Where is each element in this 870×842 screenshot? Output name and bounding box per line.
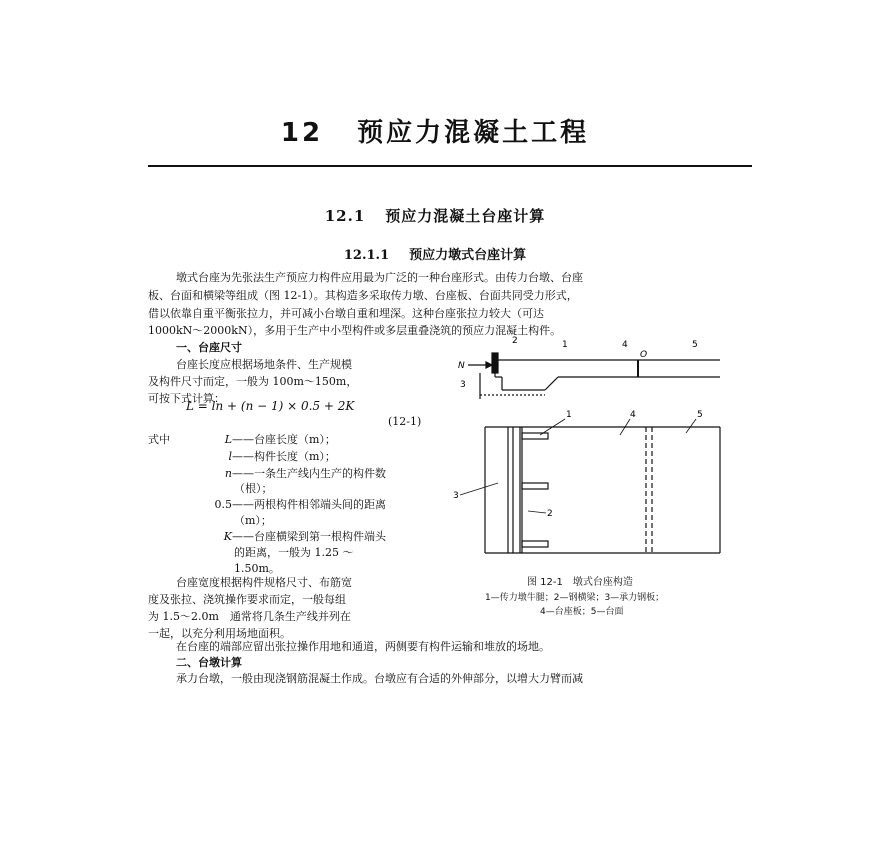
intro-line: 1000kN～2000kN），多用于生产中小型构件或多层重叠浇筑的预应力混凝土构件。: [148, 324, 562, 337]
var-desc: （根）；: [234, 482, 273, 495]
width-line: 台座宽度根据构件规格尺寸、布筋宽: [176, 576, 352, 589]
last-line: 承力台墩，一般由现浇钢筋混凝土作成。台墩应有合适的外伸部分，以增大力臂而减: [176, 672, 583, 685]
heading-dimensions: 一、台座尺寸: [176, 341, 242, 354]
size-line: 台座长度应根据场地条件、生产规模: [176, 358, 352, 371]
var-desc: 的距离，一般为 1.25 ～: [234, 546, 354, 559]
chapter-title: [0, 112, 870, 149]
section-title: [0, 205, 870, 226]
end-line: 在台座的端部应留出张拉操作用地和通道，两侧要有构件运输和堆放的场地。: [176, 640, 550, 653]
plan-label-4: 4: [630, 410, 636, 420]
label-1: 1: [562, 340, 568, 350]
plan-view: [460, 419, 720, 553]
where-label: 式中: [148, 433, 170, 446]
label-n: N: [458, 361, 465, 371]
intro-line: 墩式台座为先张法生产预应力构件应用最为广泛的一种台座形式。由传力台墩、台座: [176, 271, 583, 284]
var-symbol: K: [223, 530, 232, 543]
figure-legend-line: 4—台座板；5—台面: [540, 607, 624, 617]
label-4: 4: [622, 340, 628, 350]
chapter-number: 12: [280, 118, 324, 148]
var-symbol: n: [224, 467, 232, 480]
plan-label-1: 1: [566, 410, 572, 420]
intro-line: 借以依靠自重平衡张拉力，并可减小台墩自重和埋深。这种台座张拉力较大（可达: [148, 307, 544, 320]
subsection-title: [0, 244, 870, 263]
heading-pier: 二、台墩计算: [176, 656, 242, 669]
figure-caption: 图 12-1 墩式台座构造: [527, 577, 633, 588]
var-desc: ——台座长度（m）；: [232, 433, 336, 446]
label-5: 5: [692, 340, 698, 350]
size-line: 可按下式计算：: [148, 392, 225, 405]
var-desc: ——台座横梁到第一根构件端头: [232, 530, 386, 543]
figure-legend-line: 1—传力墩牛腿；2—钢横梁；3—承力钢板；: [485, 593, 665, 603]
plan-label-2: 2: [547, 509, 553, 519]
label-o: O: [640, 350, 648, 360]
formula-number: (12-1): [388, 415, 422, 428]
var-desc: ——一条生产线内生产的构件数: [232, 467, 386, 480]
var-desc: 1.50m。: [234, 562, 280, 575]
width-line: 一起，以充分利用场地面积。: [148, 627, 291, 640]
label-2: 2: [512, 336, 518, 346]
chapter-rule: [148, 165, 752, 167]
width-line: 为 1.5～2.0m 通常将几条生产线并列在: [148, 610, 351, 623]
var-desc: ——构件长度（m）；: [232, 450, 336, 463]
label-3: 3: [460, 380, 466, 390]
subsection-title-text: 预应力墩式台座计算: [409, 248, 527, 263]
var-desc: ——两根构件相邻端头间的距离: [232, 498, 386, 511]
plan-label-3: 3: [453, 491, 459, 501]
section-view: [468, 353, 720, 399]
plan-label-5: 5: [697, 410, 703, 420]
size-line: 及构件尺寸而定，一般为 100m～150m，: [148, 375, 358, 388]
section-number: 12.1: [324, 207, 366, 225]
formula: L = ln + (n − 1) × 0.5 + 2K: [186, 399, 355, 413]
section-title-text: 预应力混凝土台座计算: [385, 207, 546, 225]
var-desc: （m）；: [234, 514, 272, 527]
intro-line: 板、台面和横梁等组成（图 12-1）。其构造多采取传力墩、台座板、台面共同受力形式，: [148, 289, 578, 302]
var-symbol: L: [224, 433, 232, 446]
subsection-number: 12.1.1: [343, 248, 390, 263]
var-symbol: l: [228, 450, 232, 463]
chapter-title-text: 预应力混凝土工程: [357, 118, 590, 148]
pier-diagram: [450, 335, 750, 565]
var-symbol: 0.5: [214, 498, 232, 511]
width-line: 度及张拉、浇筑操作要求而定，一般每组: [148, 593, 346, 606]
